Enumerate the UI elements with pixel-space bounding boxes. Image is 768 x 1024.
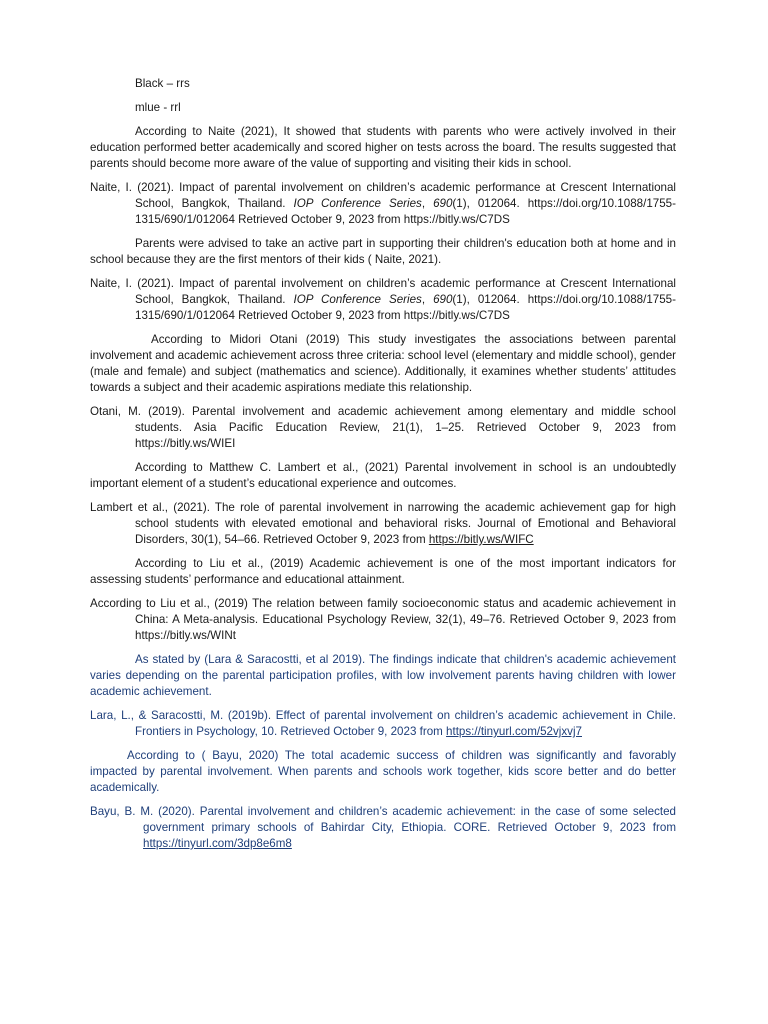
note-blue: mlue - rrl bbox=[135, 101, 181, 114]
reference-lambert bbox=[90, 500, 676, 548]
ref-volume: 690 bbox=[433, 197, 453, 210]
ref-sep: , bbox=[421, 293, 434, 306]
paragraph-lara: As stated by (Lara & Saracostti, et al 2019). The findings indicate that children's academic achievement varies depending on the parental participation profiles, with low involvement parents having children with lower academic achievement. bbox=[90, 653, 676, 698]
reference-link[interactable]: https://tinyurl.com/52vjxvj7 bbox=[446, 725, 582, 738]
paragraph-liu: According to Liu et al., (2019) Academic achievement is one of the most important indicators for assessing students’ performance and educational attainment. bbox=[90, 557, 676, 586]
reference-bayu bbox=[90, 804, 676, 852]
reference-lara bbox=[90, 708, 676, 740]
ref-text: Naite, I. (2021). Impact of parental involvement on children’s academic performance at Crescent International School, Bangkok, Thailand. bbox=[90, 181, 676, 210]
ref-journal: IOP Conference Series bbox=[293, 197, 422, 210]
paragraph-naite-2: Parents were advised to take an active part in supporting their children's education both at home and in school because they are the first mentors of their kids ( Naite, 2021). bbox=[90, 237, 676, 266]
paragraph-otani: According to Midori Otani (2019) This study investigates the associations between parental involvement and academic achievement across three criteria: school level (elementary and middle school), gender (male and female) and subject (mathematics and science). Additionally, it examines whether students’ attitudes towards a subject and their academic aspirations mediate this relationship. bbox=[90, 333, 676, 394]
ref-text: Naite, I. (2021). Impact of parental involvement on children’s academic performance at Crescent International School, Bangkok, Thailand. bbox=[90, 277, 676, 306]
ref-volume: 690 bbox=[433, 293, 453, 306]
reference-liu: According to Liu et al., (2019) The relation between family socioeconomic status and academic achievement in China: A Meta-analysis. Educational Psychology Review, 32(1), 49–76. Retrieved October 9, 2023 from https://bitly.ws/WINt bbox=[90, 597, 676, 642]
paragraph-bayu: According to ( Bayu, 2020) The total academic success of children was significantly and favorably impacted by parental involvement. When parents and schools work together, kids score better and do better academically. bbox=[90, 749, 676, 794]
ref-text: Lambert et al., (2021). The role of parental involvement in narrowing the academic achievement gap for high school students with elevated emotional and behavioral risks. Journal of Emotional and Behavioral Disorders, 30(1), 54–66. Retrieved October 9, 2023 from bbox=[90, 501, 676, 546]
reference-link[interactable]: https://bitly.ws/WIFC bbox=[428, 533, 534, 546]
ref-text: Lara, L., & Saracostti, M. (2019b). Effect of parental involvement on children’s academic achievement in Chile. Frontiers in Psychology, 10. Retrieved October 9, 2023 from bbox=[90, 709, 676, 738]
ref-text-end: (1), 012064. https://doi.org/10.1088/1755-1315/690/1/012064 Retrieved October 9, 2023 from https://bitly.ws/C7DS bbox=[135, 197, 676, 226]
ref-text-end: (1), 012064. https://doi.org/10.1088/1755-1315/690/1/012064 Retrieved October 9, 2023 from https://bitly.ws/C7DS bbox=[135, 293, 676, 322]
ref-text: Bayu, B. M. (2020). Parental involvement and children’s academic achievement: in the case of some selected government primary schools of Bahirdar City, Ethiopia. CORE. Retrieved October 9, 2023 from bbox=[90, 805, 676, 834]
ref-sep: , bbox=[421, 197, 434, 210]
paragraph-lambert: According to Matthew C. Lambert et al., (2021) Parental involvement in school is an undoubtedly important element of a student’s educational experience and outcomes. bbox=[90, 461, 676, 490]
reference-naite-2 bbox=[90, 276, 676, 324]
note-black: Black – rrs bbox=[135, 77, 190, 90]
paragraph-naite-1: According to Naite (2021), It showed that students with parents who were actively involved in their education performed better academically and scored higher on tests across the board. The results suggested that parents should become more aware of the value of supporting and visiting their kids in school. bbox=[90, 125, 676, 170]
reference-naite-1 bbox=[90, 180, 676, 228]
document-page bbox=[90, 76, 676, 860]
reference-otani: Otani, M. (2019). Parental involvement and academic achievement among elementary and middle school students. Asia Pacific Education Review, 21(1), 1–25. Retrieved October 9, 2023 from https://bitly.ws/WIEI bbox=[90, 405, 676, 450]
reference-link[interactable]: https://tinyurl.com/3dp8e6m8 bbox=[143, 837, 292, 850]
ref-journal: IOP Conference Series bbox=[293, 293, 422, 306]
